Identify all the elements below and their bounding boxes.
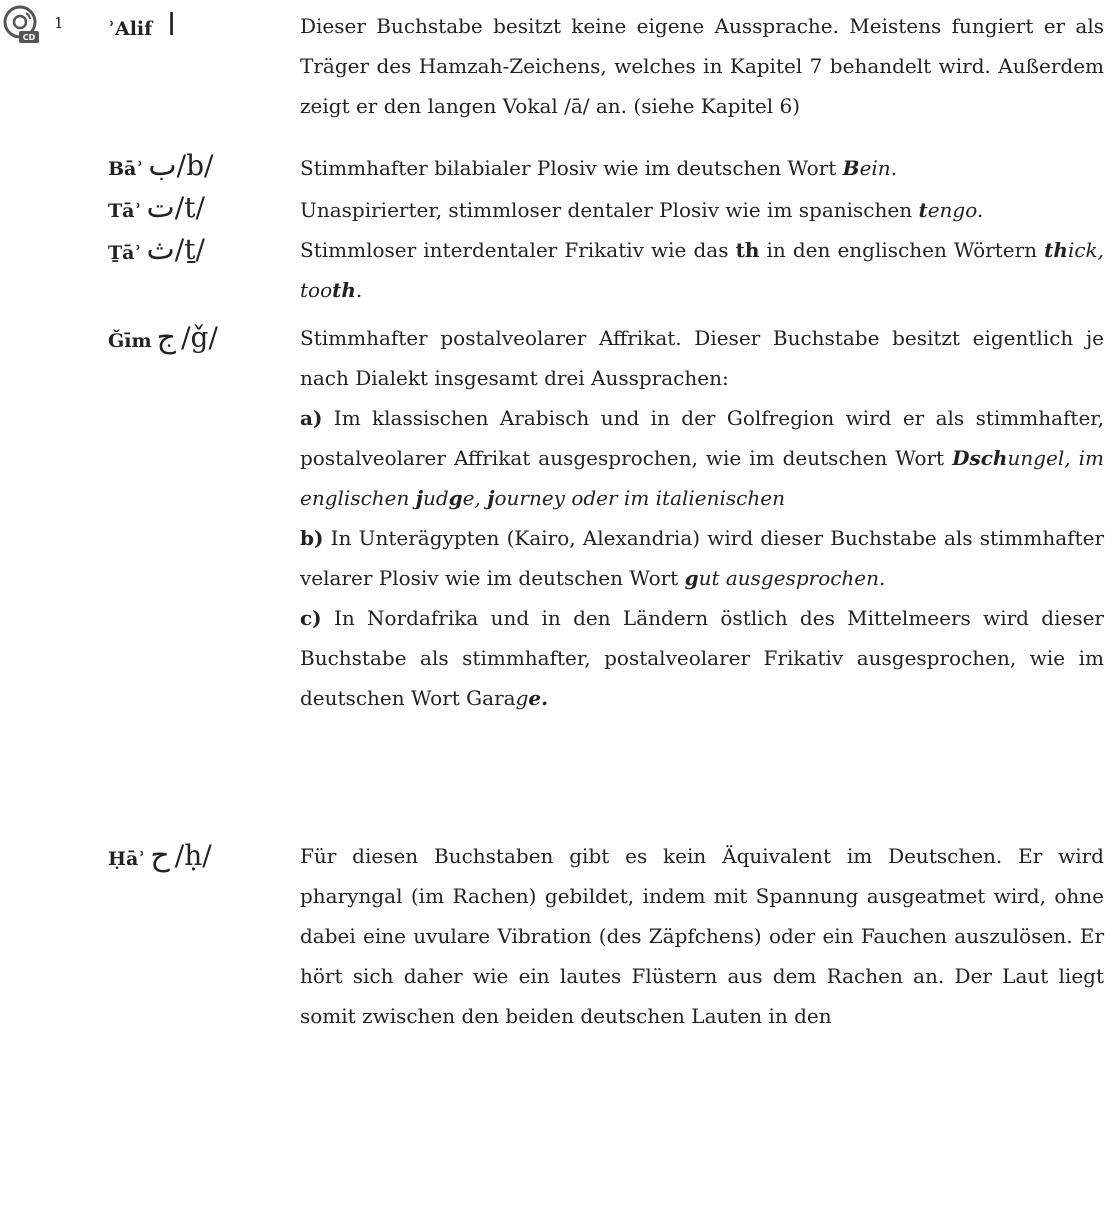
option-label-b: b): [300, 526, 324, 550]
description-text: Stimmhafter postalveolarer Affrikat. Dieser Buchstabe besitzt eigentlich je nach Dialekt insgesamt drei Aussprachen:: [300, 326, 1104, 390]
letter-description: [300, 318, 1104, 718]
description-italic: ein.: [859, 156, 898, 180]
ipa-transcription: /ḥ/: [174, 839, 212, 872]
ipa-transcription: /b/: [176, 149, 214, 182]
ipa-transcription: /t/: [174, 191, 205, 224]
letter-name: Ǧīm: [108, 330, 152, 352]
arabic-letter: ح: [150, 838, 170, 873]
letter-heading: [108, 148, 213, 183]
track-number: 1: [54, 14, 64, 32]
arabic-letter: ج: [156, 320, 177, 355]
description-italic: ut ausgesprochen.: [698, 566, 886, 590]
description-italic: ud: [422, 486, 449, 510]
option-label-c: c): [300, 606, 322, 630]
letter-name: Ṯāʾ: [108, 242, 142, 264]
description-text: in den englischen Wörtern: [759, 238, 1045, 262]
description-paragraph: [300, 398, 1104, 518]
description-text: Unaspirierter, stimmloser dentaler Plosiv wie im spanischen: [300, 198, 919, 222]
letter-heading: [108, 320, 218, 355]
description-text: In Nordafrika und in den Ländern östlich des Mittelmeers wird dieser Buchstabe als stimmhafter, postalveolarer Frikativ ausgesprochen, wie im deutschen Wort Gara: [300, 606, 1104, 710]
arabic-letter: ت: [146, 190, 175, 225]
description-italic: engo.: [927, 198, 984, 222]
letter-name: Bāʾ: [108, 158, 144, 180]
letter-heading: [108, 8, 176, 43]
cd-audio-icon[interactable]: [2, 4, 40, 44]
arabic-letter: ب: [148, 148, 177, 183]
letter-heading: [108, 232, 205, 267]
description-emphasis: g: [448, 486, 463, 510]
description-paragraph: [300, 518, 1104, 598]
letter-description: [300, 836, 1104, 1036]
description-text: In Unterägypten (Kairo, Alexandria) wird dieser Buchstabe als stimmhafter velarer Plosiv wie im deutschen Wort: [300, 526, 1104, 590]
description-paragraph: [300, 598, 1104, 718]
arabic-letter: ا: [167, 8, 176, 43]
description-emphasis: g: [684, 566, 699, 590]
ipa-transcription: /ṯ/: [174, 233, 205, 266]
description-emphasis: th: [1044, 238, 1068, 262]
letter-description: [300, 148, 1104, 188]
description-text: Dieser Buchstabe besitzt keine eigene Aussprache. Meistens fungiert er als Träger des Hamzah-Zeichens, welches in Kapitel 7 behandelt wird. Außerdem zeigt er den langen Vokal /ā/ an. (siehe Kapitel 6): [300, 14, 1104, 118]
letter-description: [300, 6, 1104, 126]
description-emphasis: t: [918, 198, 928, 222]
description-paragraph: [300, 836, 1104, 1036]
description-emphasis: j: [415, 486, 423, 510]
letter-description: [300, 190, 1104, 230]
svg-text:CD: CD: [22, 33, 36, 42]
arabic-letter: ث: [146, 232, 175, 267]
letter-name: Tāʾ: [108, 200, 142, 222]
description-italic: e,: [462, 486, 488, 510]
letter-name: Ḥāʾ: [108, 848, 146, 870]
description-paragraph: [300, 6, 1104, 126]
letter-name: ʾAlif: [108, 18, 153, 40]
description-text: Für diesen Buchstaben gibt es kein Äquivalent im Deutschen. Er wird pharyngal (im Rachen) gebildet, indem mit Spannung ausgeatmet wird, ohne dabei eine uvulare Vibration (des Zäpfchens) oder ein Fauchen auszulösen. Er hört sich daher wie ein lautes Flüstern aus dem Rachen an. Der Laut liegt somit zwischen den beiden deutschen Lauten in den: [300, 844, 1104, 1028]
description-italic: g: [515, 686, 529, 710]
description-italic: .: [355, 278, 363, 302]
description-italic: ick, too: [300, 238, 1105, 302]
description-text: Stimmloser interdentaler Frikativ wie das: [300, 238, 736, 262]
letter-heading: [108, 838, 212, 873]
description-text: Im klassischen Arabisch und in der Golfregion wird er als stimmhafter, postalveolarer Affrikat ausgesprochen, wie im deutschen Wort: [300, 406, 1104, 470]
description-bold: th: [735, 238, 760, 262]
description-emphasis: e.: [528, 686, 549, 710]
description-emphasis: Dsch: [952, 446, 1008, 470]
description-text: Stimmhafter bilabialer Plosiv wie im deutschen Wort: [300, 156, 843, 180]
description-paragraph: [300, 318, 1104, 398]
ipa-transcription: /ǧ/: [181, 321, 218, 354]
description-emphasis: B: [842, 156, 860, 180]
description-emphasis: j: [487, 486, 495, 510]
letter-description: [300, 230, 1104, 310]
description-emphasis: th: [332, 278, 356, 302]
description-italic: ourney oder im italienischen: [494, 486, 785, 510]
option-label-a: a): [300, 406, 323, 430]
letter-heading: [108, 190, 205, 225]
description-italic: ungel, im englischen: [300, 446, 1104, 510]
